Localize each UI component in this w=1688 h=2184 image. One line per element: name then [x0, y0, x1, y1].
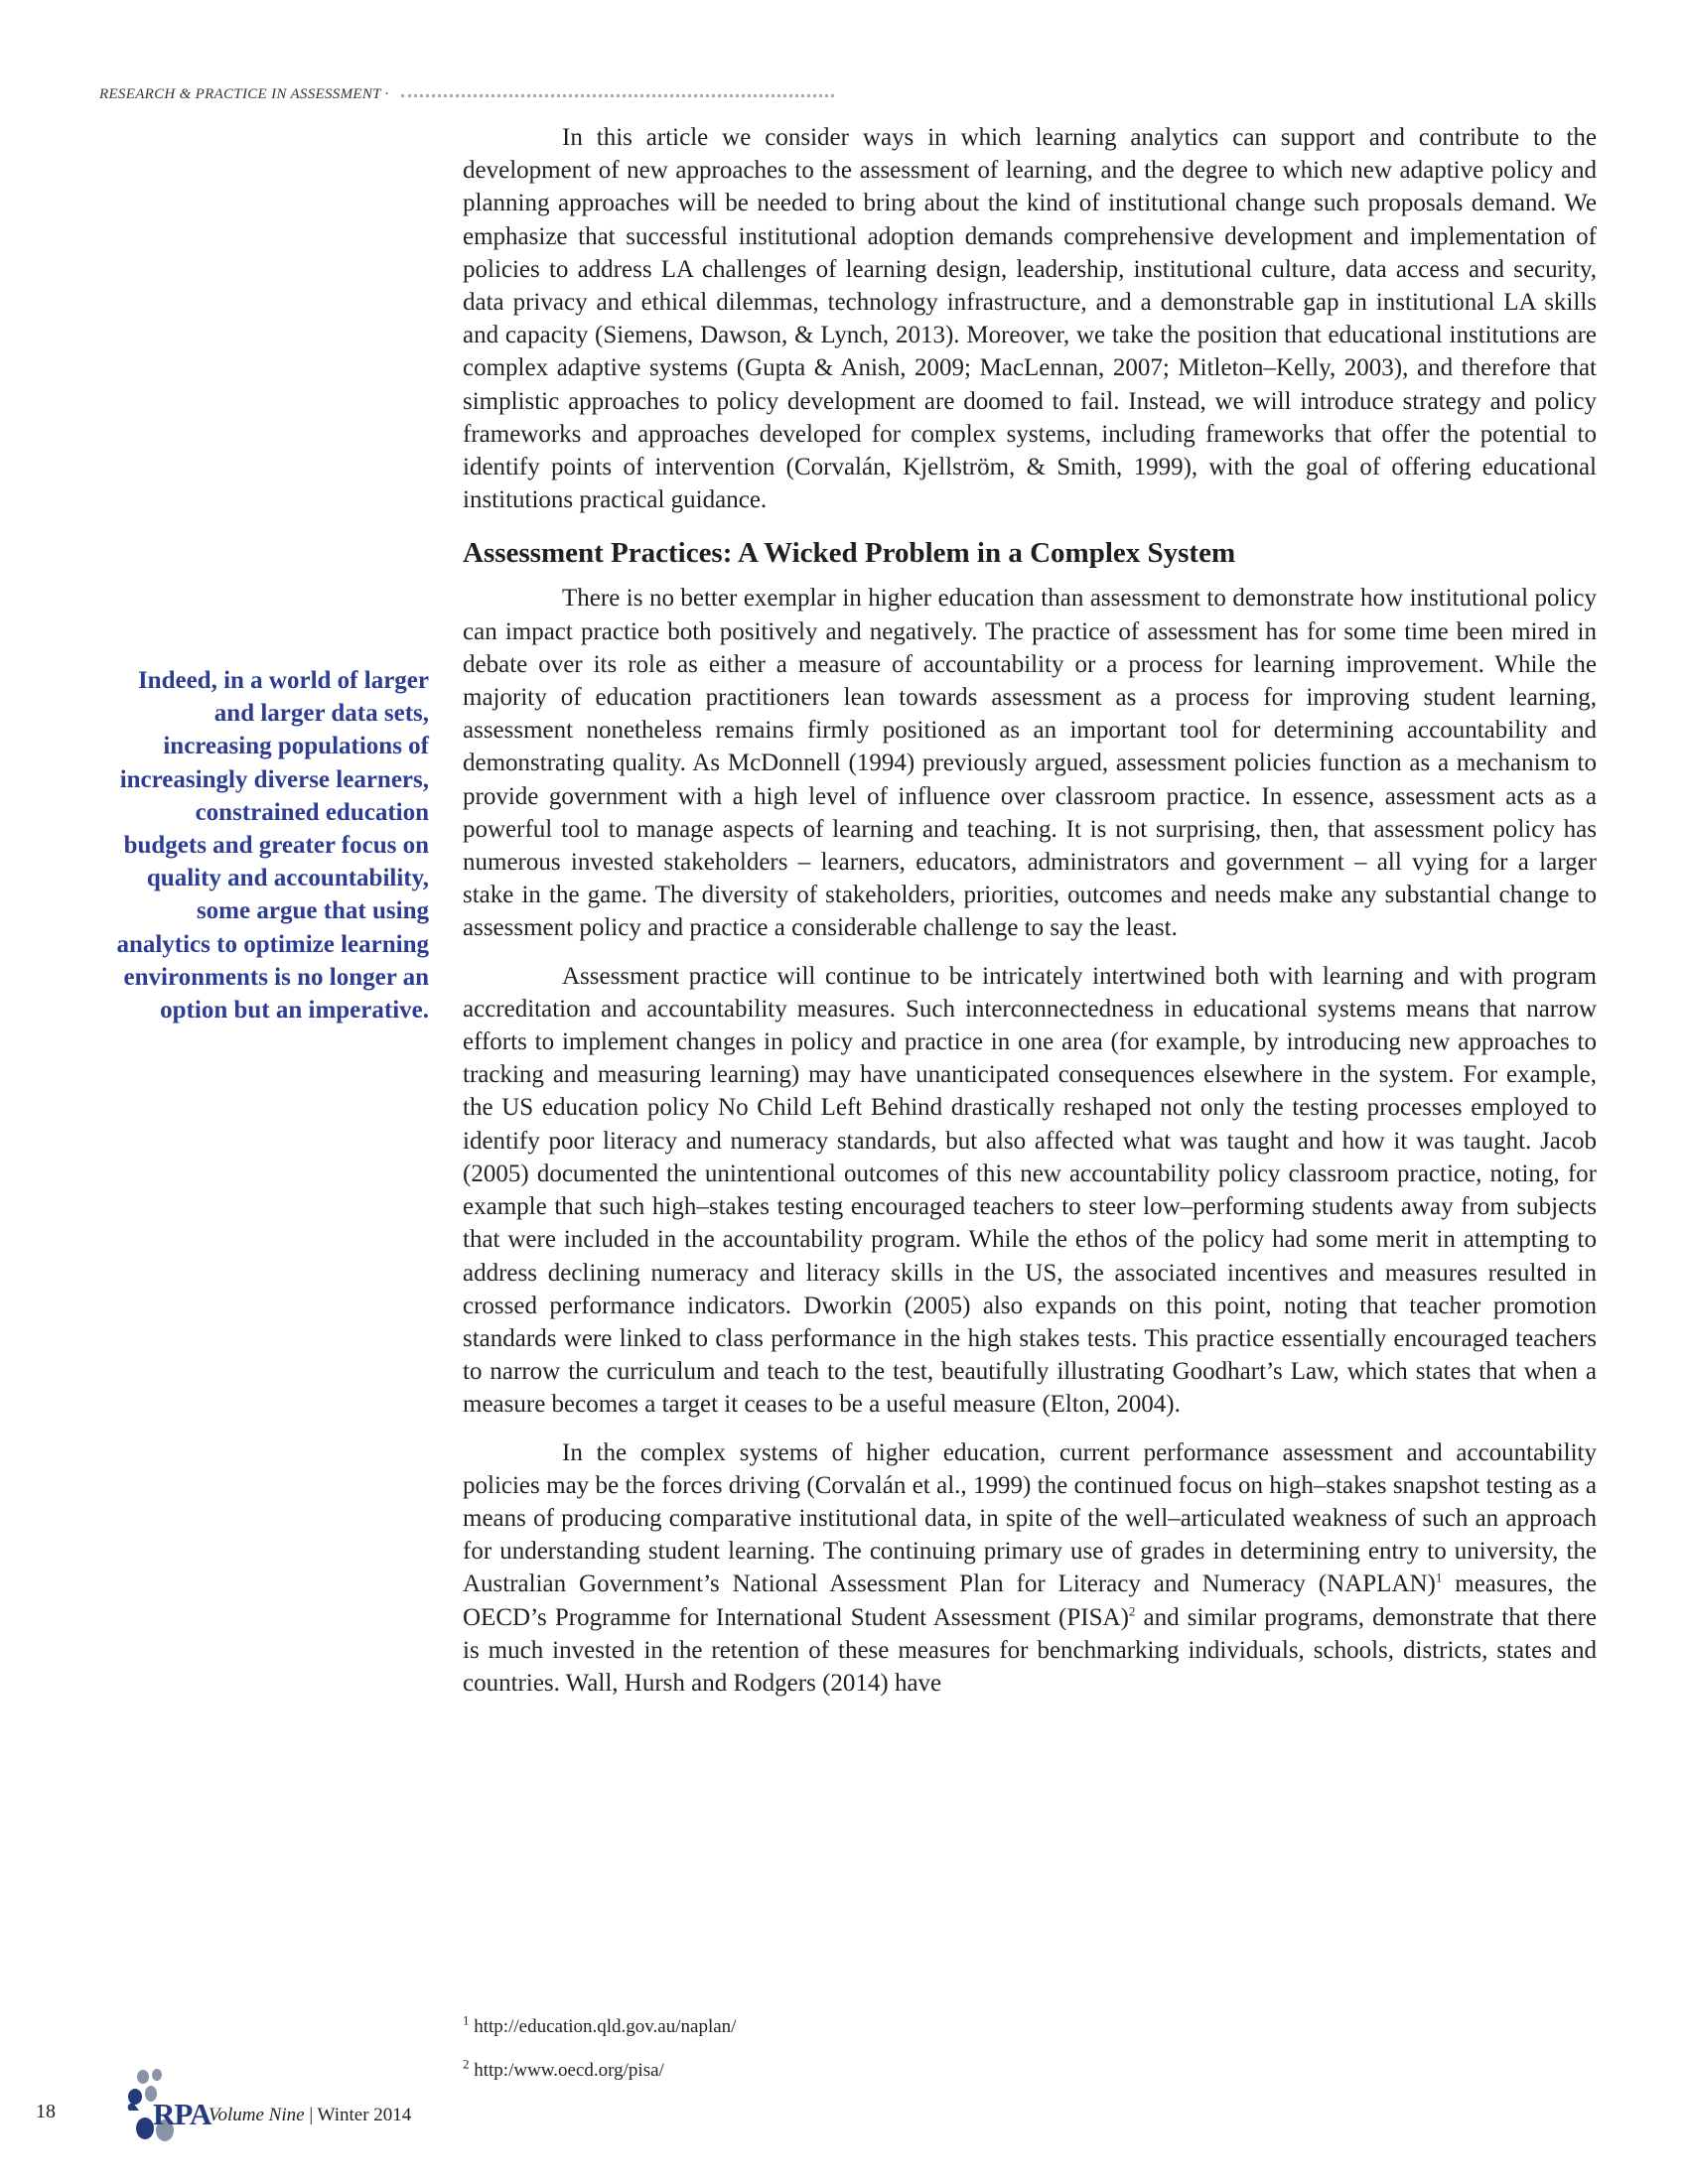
body-paragraph-3 — [463, 1436, 1597, 1701]
running-head-text: RESEARCH & PRACTICE IN ASSESSMENT · — [99, 85, 389, 102]
volume-label: Volume Nine — [209, 2105, 305, 2125]
footnote-2 — [463, 2056, 1257, 2083]
issue-label: Winter 2014 — [317, 2105, 412, 2125]
intro-paragraph: In this article we consider ways in which learning analytics can support and contribute to the development of new approaches to the assessment of learning, and the degree to which new adaptive policy and planning approaches will be needed to bring about the kind of institutional change such proposals demand. We emphasize that successful institutional adoption demands comprehensive development and implementation of policies to address LA challenges of learning design, leadership, institutional culture, data access and security, data privacy and ethical dilemmas, technology infrastructure, and a demonstrable gap in institutional LA skills and capacity (Siemens, Dawson, & Lynch, 2013). Moreover, we take the position that educational institutions are complex adaptive systems (Gupta & Anish, 2009; MacLennan, 2007; Mitleton–Kelly, 2003), and therefore that simplistic approaches to policy development are doomed to fail. Instead, we will introduce strategy and policy frameworks and approaches developed for complex systems, including frameworks that offer the potential to identify points of intervention (Corvalán, Kjellström, & Smith, 1999), with the goal of offering educational institutions practical guidance. — [463, 124, 1597, 514]
footnote-link[interactable]: http://education.qld.gov.au/naplan/ — [474, 2016, 737, 2037]
footnotes — [463, 2012, 1257, 2103]
section-heading: Assessment Practices: A Wicked Problem in a Complex System — [463, 537, 1236, 570]
paragraph-3-text-a: In the complex systems of higher education, current performance assessment and accountability policies may be the forces driving (Corvalán et al., 1999) the continued focus on high–stakes snapshot testing as a means of producing comparative institutional data, in spite of the well–articulated weakness of such an approach for understanding student learning. The continuing primary use of grades in determining entry to university, the Australian Government’s National Assessment Plan for Literacy and Numeracy (NAPLAN) — [463, 1438, 1597, 1598]
pull-quote: Indeed, in a world of larger and larger data sets, increasing populations of increasingly diverse learners, constrained education budgets and greater focus on quality and accountability, some argue that using analytics to optimize learning environments is no longer an option but an imperative. — [116, 667, 429, 1024]
issue-info — [209, 2105, 411, 2126]
page-footer — [36, 2063, 473, 2152]
paragraph-3-text-c: and similar programs, demonstrate that there is much invested in the retention of these measures for benchmarking individuals, schools, districts, states and countries. Wall, Hursh and Rodgers (2014) have — [463, 1603, 1597, 1697]
page-number: 18 — [36, 2101, 56, 2122]
body-paragraph-2: Assessment practice will continue to be intricately intertwined both with learning and with program accreditation and accountability measures. Such interconnectedness in educational systems means that narrow efforts to implement changes in policy and practice in one area (for example, by introducing new approaches to tracking and measuring learning) may have unanticipated consequences elsewhere in the system. For example, the US education policy No Child Left Behind drastically reshaped not only the testing processes employed to identify poor literacy and numeracy standards, but also affected what was taught and how it was taught. Jacob (2005) documented the unintentional outcomes of this new accountability policy classroom practice, noting, for example that such high–stakes testing encouraged teachers to steer low–performing students away from subjects that were included in the accountability program. While the ethos of the policy had some merit in attempting to address declining numeracy and literacy skills in the US, the associated incentives and measures resulted in crossed performance indicators. Dworkin (2005) also expands on this point, noting that teacher promotion standards were linked to class performance in the high stakes tests. This practice essentially encouraged teachers to narrow the curriculum and teach to the test, beautifully illustrating Goodhart’s Law, which states that when a measure becomes a target it ceases to be a useful measure (Elton, 2004). — [463, 962, 1597, 1419]
logo-text: RPA — [153, 2097, 211, 2131]
running-head — [99, 83, 834, 105]
footnote-ref-2: 2 — [1128, 1603, 1136, 1619]
separator: | — [304, 2105, 318, 2125]
footnote-ref-1: 1 — [1435, 1570, 1443, 1585]
paragraph-3-text-b: measures, the OECD’s Programme for International Student Assessment (PISA) — [463, 1570, 1597, 1631]
footnote-1 — [463, 2012, 1257, 2039]
footnote-link[interactable]: http:/www.oecd.org/pisa/ — [474, 2060, 664, 2081]
main-text-column — [463, 121, 1597, 1714]
footnote-number: 2 — [463, 2056, 470, 2072]
running-head-dotted-rule — [401, 94, 834, 97]
body-paragraph-1: There is no better exemplar in higher education than assessment to demonstrate how institutional policy can impact practice both positively and negatively. The practice of assessment has for some time been mired in debate over its role as either a measure of accountability or a process for learning improvement. While the majority of education practitioners lean towards assessment as a process for improving student learning, assessment nonetheless remains firmly positioned as an important tool for determining accountability and demonstrating quality. As McDonnell (1994) previously argued, assessment policies function as a mechanism to provide government with a high level of influence over classroom practice. In essence, assessment acts as a powerful tool to manage aspects of learning and teaching. It is not surprising, then, that assessment policy has numerous invested stakeholders – learners, educators, administrators and government – all vying for a larger stake in the game. The diversity of stakeholders, priorities, outcomes and needs make any substantial change to assessment policy and practice a considerable challenge to say the least. — [463, 585, 1597, 942]
footnote-number: 1 — [463, 2012, 470, 2028]
